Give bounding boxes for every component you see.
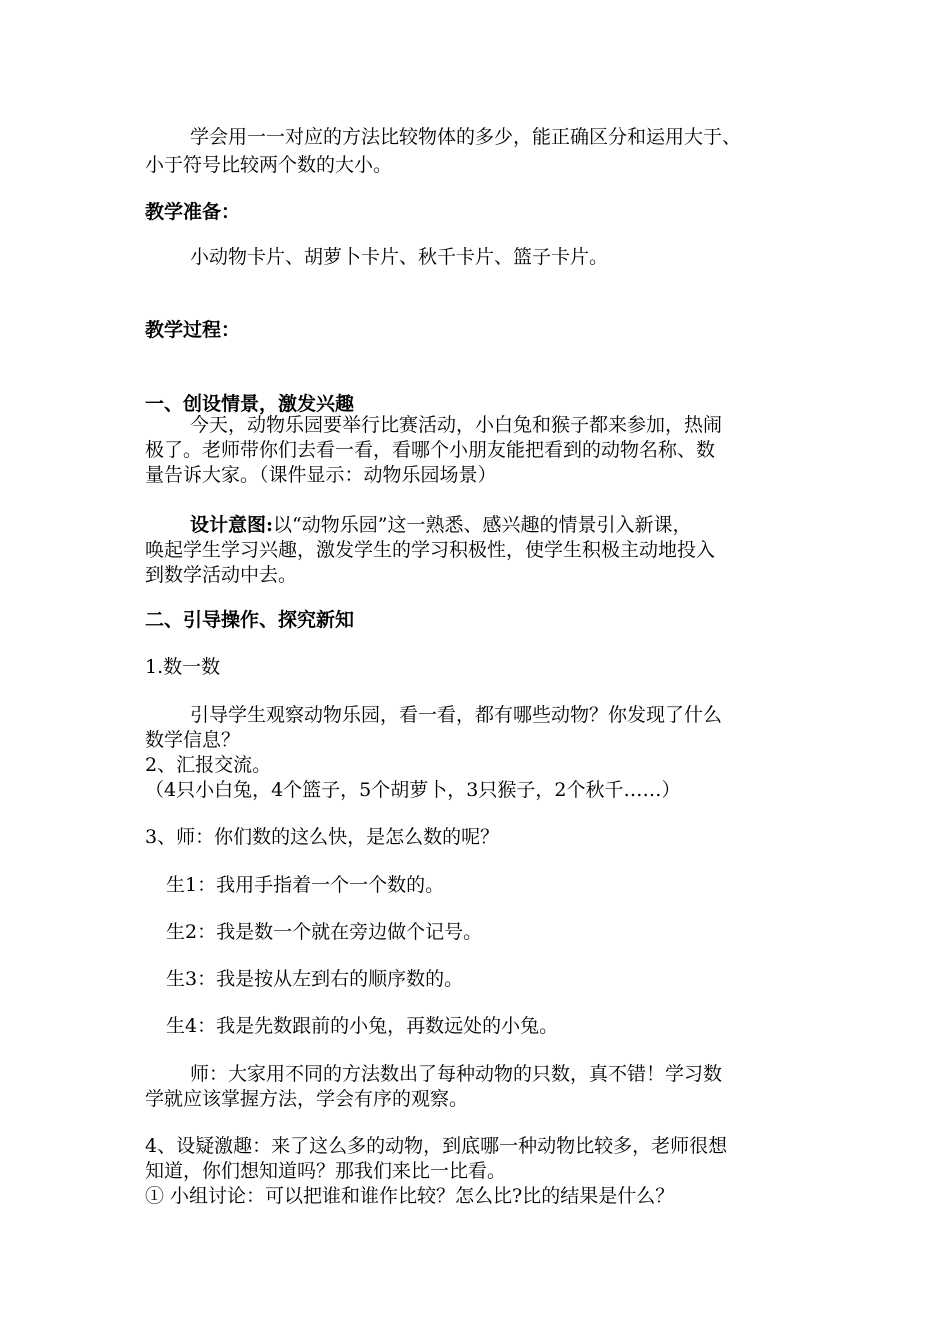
step-4-line-1: 4、设疑激趣：来了这么多的动物，到底哪一种动物比较多，老师很想 xyxy=(145,1135,728,1157)
step-2: 2、汇报交流。 xyxy=(145,754,272,776)
student-answer-4: 生4：我是先数跟前的小兔，再数远处的小兔。 xyxy=(166,1015,559,1037)
step-3: 3、师：你们数的这么快，是怎么数的呢？ xyxy=(145,826,500,848)
section1-para-line-1: 今天，动物乐园要举行比赛活动，小白兔和猴子都来参加，热闹 xyxy=(190,414,723,436)
student-answer-2: 生2：我是数一个就在旁边做个记号。 xyxy=(166,921,483,943)
counts-line: （4只小白兔，4个篮子，5个胡萝卜，3只猴子，2个秋千……） xyxy=(145,779,681,801)
teacher-line-1: 师：大家用不同的方法数出了每种动物的只数，真不错！学习数 xyxy=(190,1063,723,1085)
step-1: 1.数一数 xyxy=(145,656,221,678)
teacher-line-2: 学就应该掌握方法，学会有序的观察。 xyxy=(145,1088,469,1110)
section2-heading: 二、引导操作、探究新知 xyxy=(145,609,355,631)
preparation-text: 小动物卡片、胡萝卜卡片、秋千卡片、篮子卡片。 xyxy=(190,246,609,268)
student-answer-3: 生3：我是按从左到右的顺序数的。 xyxy=(166,968,464,990)
design-intent-label: 设计意图: xyxy=(190,514,274,536)
objective-line-2: 小于符号比较两个数的大小。 xyxy=(145,154,393,176)
guide-line-1: 引导学生观察动物乐园，看一看，都有哪些动物？你发现了什么 xyxy=(190,704,723,726)
process-heading: 教学过程： xyxy=(145,319,241,341)
student-answer-1: 生1：我用手指着一个一个数的。 xyxy=(166,874,445,896)
design-intent-line-2: 唤起学生学习兴趣，激发学生的学习积极性，使学生积极主动地投入 xyxy=(145,539,716,561)
guide-line-2: 数学信息？ xyxy=(145,729,241,751)
section1-para-line-3: 量告诉大家。（课件显示：动物乐园场景） xyxy=(145,464,497,486)
section1-para-line-2: 极了。老师带你们去看一看，看哪个小朋友能把看到的动物名称、数 xyxy=(145,439,716,461)
step-4-line-2: 知道，你们想知道吗？那我们来比一比看。 xyxy=(145,1160,507,1182)
objective-line-1: 学会用一一对应的方法比较物体的多少，能正确区分和运用大于、 xyxy=(190,126,742,148)
design-intent-text: 以“动物乐园”这一熟悉、感兴趣的情景引入新课， xyxy=(273,514,692,536)
group-discussion: ① 小组讨论：可以把谁和谁作比较？怎么比?比的结果是什么？ xyxy=(145,1185,675,1207)
section1-heading: 一、创设情景，激发兴趣 xyxy=(145,393,355,415)
preparation-heading: 教学准备： xyxy=(145,201,241,223)
design-intent-line-1 xyxy=(190,512,691,539)
design-intent-line-3: 到数学活动中去。 xyxy=(145,564,298,586)
